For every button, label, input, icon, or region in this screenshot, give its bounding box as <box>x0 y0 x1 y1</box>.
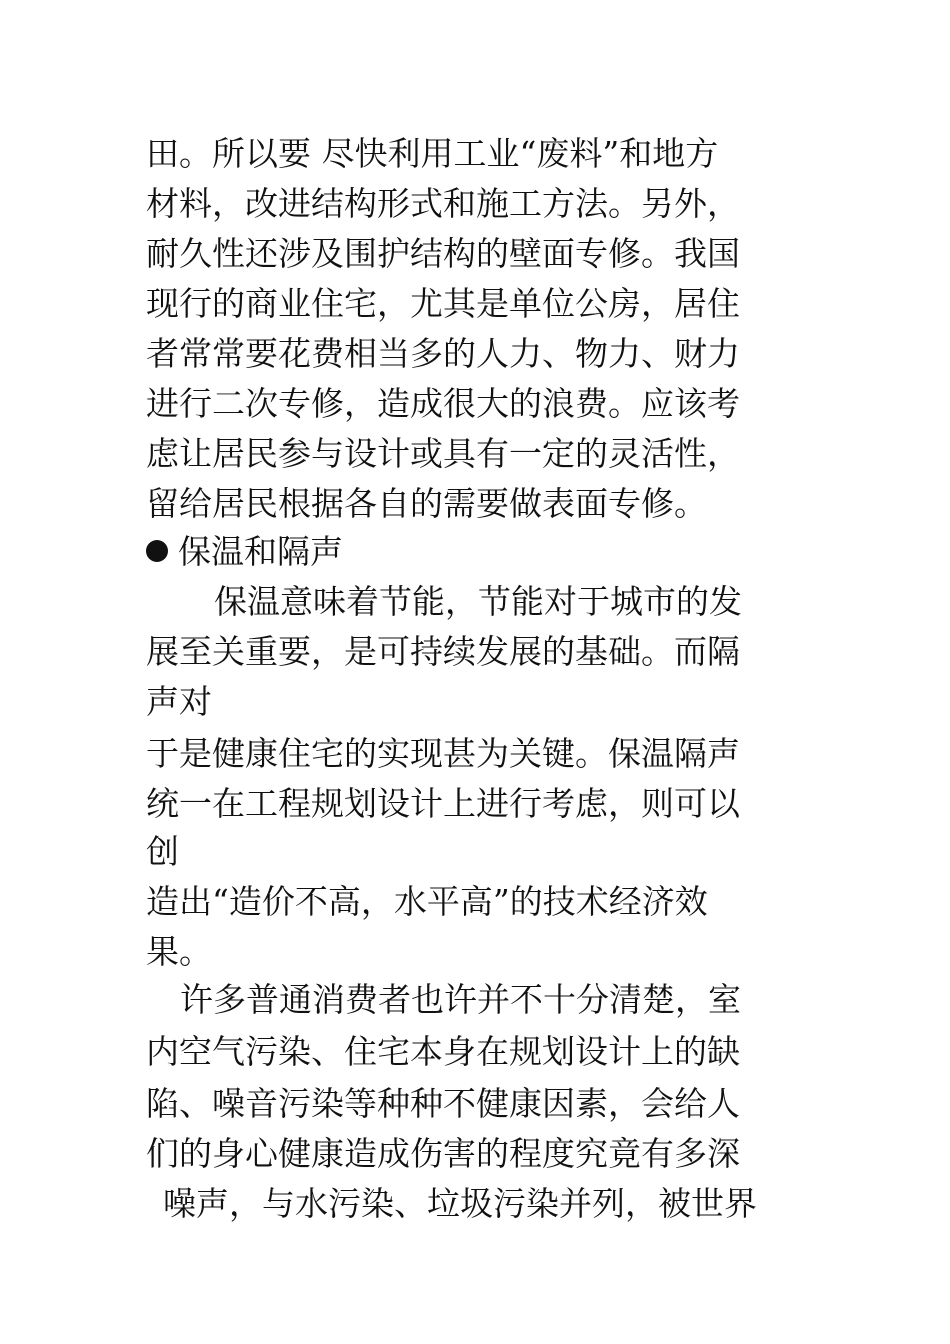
text-line: 田。所以要 尽快利用工业“废料”和地方 <box>146 134 719 173</box>
text-line: 保温意味着节能，节能对于城市的发 <box>214 582 742 621</box>
bullet-icon <box>146 540 168 562</box>
text-line: 进行二次专修，造成很大的浪费。应该考 <box>146 384 740 423</box>
text-line: 者常常要花费相当多的人力、物力、财力 <box>146 334 740 373</box>
section-heading-text: 保温和隔声 <box>178 532 343 571</box>
text-line: 材料，改进结构形式和施工方法。另外， <box>146 184 740 223</box>
text-line: 噪声，与水污染、垃圾污染并列，被世界 <box>163 1184 757 1223</box>
text-line: 陷、噪音污染等种种不健康因素，会给人 <box>146 1084 740 1123</box>
text-line: 声对 <box>146 682 212 721</box>
text-line: 现行的商业住宅，尤其是单位公房，居住 <box>146 284 740 323</box>
text-line: 内空气污染、住宅本身在规划设计上的缺 <box>146 1032 740 1071</box>
text-line: 们的身心健康造成伤害的程度究竟有多深 <box>146 1134 740 1173</box>
text-line: 耐久性还涉及围护结构的壁面专修。我国 <box>146 234 740 273</box>
text-line: 造出“造价不高，水平高”的技术经济效 <box>146 882 708 921</box>
text-line: 果。 <box>146 932 212 971</box>
text-line: 统一在工程规划设计上进行考虑，则可以 <box>146 784 740 823</box>
text-line: 展至关重要，是可持续发展的基础。而隔 <box>146 632 740 671</box>
text-line: 许多普通消费者也许并不十分清楚，室 <box>180 980 741 1019</box>
text-line: 虑让居民参与设计或具有一定的灵活性， <box>146 434 740 473</box>
text-line: 创 <box>146 832 179 871</box>
text-line: 留给居民根据各自的需要做表面专修。 <box>146 484 707 523</box>
text-line: 于是健康住宅的实现甚为关键。保温隔声 <box>146 734 740 773</box>
section-heading <box>146 532 343 572</box>
